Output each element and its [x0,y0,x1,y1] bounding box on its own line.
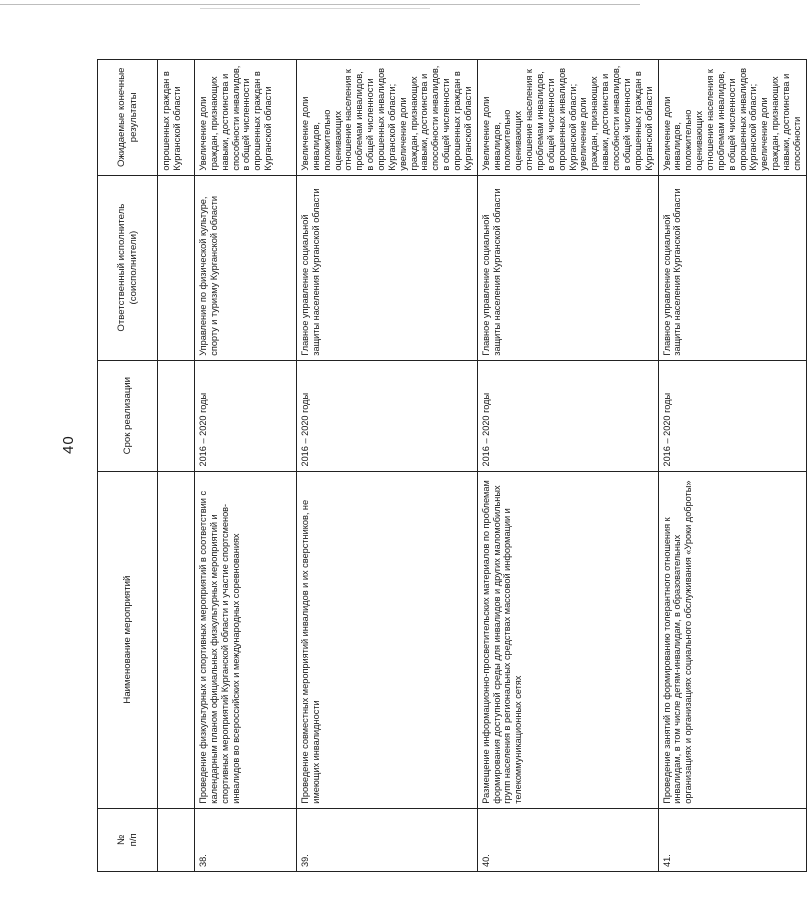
cell-name [158,471,195,808]
header-measure-name: Наименование мероприятий [98,471,158,808]
measures-table [97,59,807,872]
table-row [477,60,658,872]
cell-result: Увеличение доли граждан, признающих навыки, достоинства и способности инвалидов, в общей численности опрошенных граждан в Курганской области [195,60,297,176]
header-term: Срок реализации [98,360,158,471]
table-row-continuation [158,60,195,872]
cell-executor: Главное управление социальной защиты населения Курганской области [477,175,658,360]
cell-number: 39. [297,808,478,871]
cell-result: Увеличение доли инвалидов, положительно оценивающих отношение населения к проблемам инвалидов, в общей численности опрошенных инвалидов Курганской области; увеличение доли граждан, признающих навыки, достоинства и способности [658,60,806,176]
table-row [658,60,806,872]
cell-name: Размещение информационно-просветительских материалов по проблемам формирования доступной среды для инвалидов и других маломобильных групп населения в региональных средствах массовой информации и телекоммуникационных сетях [477,471,658,808]
header-number: № п/п [98,808,158,871]
header-result: Ожидаемые конечные результаты [98,60,158,176]
cell-number: 40. [477,808,658,871]
cell-executor: Управление по физической культуре, спорту и туризму Курганской области [195,175,297,360]
cell-name: Проведение совместных мероприятий инвалидов и их сверстников, не имеющих инвалидности [297,471,478,808]
cell-number: 38. [195,808,297,871]
cell-executor: Главное управление социальной защиты населения Курганской области [297,175,478,360]
cell-number [158,808,195,871]
scan-top-rule [0,4,640,5]
cell-term: 2016 – 2020 годы [658,360,806,471]
header-executor: Ответственный исполнитель (соисполнители) [98,175,158,360]
cell-result: Увеличение доли инвалидов, положительно оценивающих отношение населения к проблемам инвалидов, в общей численности опрошенных инвалидов Курганской области; увеличение доли граждан, признающих навыки, достоинства и способности инвалидов, в общей численности опрошенных граждан в Курганской области [477,60,658,176]
table-header-row [98,60,158,872]
cell-executor [158,175,195,360]
cell-executor: Главное управление социальной защиты населения Курганской области [658,175,806,360]
cell-name: Проведение физкультурных и спортивных мероприятий в соответствии с календарным планом официальных физкультурных мероприятий и спортивных мероприятий Курганской области и участие спортсменов-инвалидов во всероссийских и международных соревнованиях [195,471,297,808]
scan-top-rule-secondary [200,8,430,9]
page-number: 40 [60,435,77,454]
cell-term [158,360,195,471]
cell-term: 2016 – 2020 годы [477,360,658,471]
table-row [195,60,297,872]
cell-term: 2016 – 2020 годы [195,360,297,471]
cell-term: 2016 – 2020 годы [297,360,478,471]
rotated-table-container [97,59,802,872]
table-row [297,60,478,872]
cell-result: Увеличение доли инвалидов, положительно оценивающих отношение населения к проблемам инвалидов, в общей численности опрошенных инвалидов Курганской области; увеличение доли граждан, признающих навыки, достоинства и способности инвалидов, в общей численности опрошенных граждан в Курганской области [297,60,478,176]
cell-name: Проведение занятий по формированию толерантного отношения к инвалидам, в том числе детям-инвалидам, в образовательных организациях и организациях социального обслуживания «Уроки доброты» [658,471,806,808]
cell-result: опрошенных граждан в Курганской области [158,60,195,176]
cell-number: 41. [658,808,806,871]
